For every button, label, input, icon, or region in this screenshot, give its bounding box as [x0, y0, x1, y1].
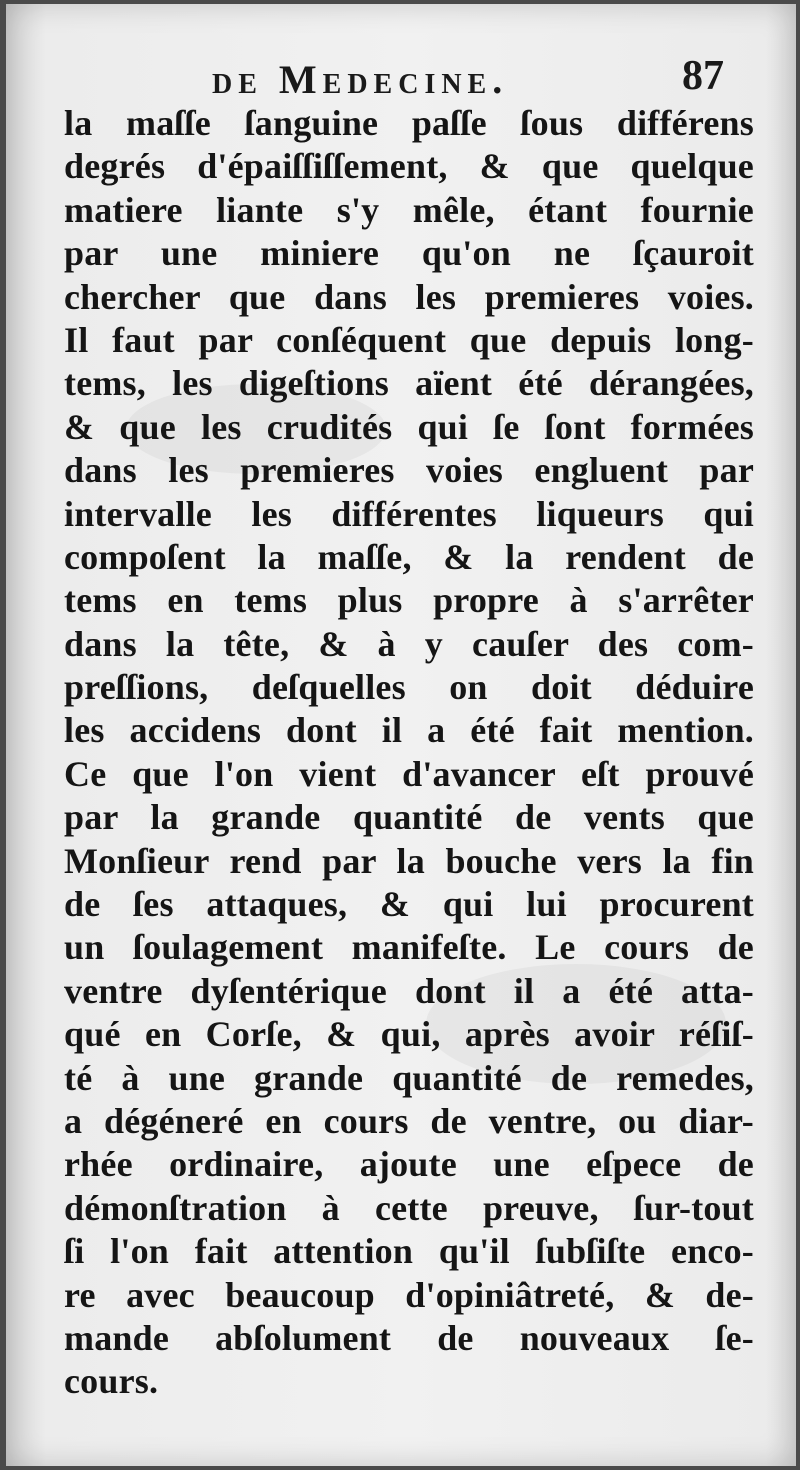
page-header [6, 53, 796, 106]
text-line: dans les premieres voies engluent par [64, 450, 754, 491]
text-line: intervalle les différentes liqueurs qui [64, 493, 754, 534]
text-line: Il faut par conſéquent que depuis long- [64, 319, 754, 360]
text-line: démonſtration à cette preuve, ſur-tout [64, 1187, 754, 1228]
text-line: matiere liante s'y mêle, étant fournie [64, 189, 754, 230]
page-number: 87 [682, 53, 724, 99]
text-line: qué en Corſe, & qui, après avoir réſiſ- [64, 1014, 754, 1055]
text-line: tems en tems plus propre à s'arrêter [64, 580, 754, 621]
body-text [64, 102, 754, 1404]
text-line: a dégéneré en cours de ventre, ou diar- [64, 1100, 754, 1141]
text-line: & que les crudités qui ſe ſont formées [64, 406, 754, 447]
text-line: cours. [64, 1361, 159, 1402]
text-line: Ce que l'on vient d'avancer eſt prouvé [64, 753, 754, 794]
text-line: compoſent la maſſe, & la rendent de [64, 536, 754, 577]
text-line: ſi l'on fait attention qu'il ſubſiſte enco- [64, 1231, 754, 1272]
text-line: degrés d'épaiſſiſſement, & que quelque [64, 146, 754, 187]
running-title: de Medecine. [212, 57, 509, 102]
text-line: preſſions, deſquelles on doit déduire [64, 667, 754, 708]
text-line: de ſes attaques, & qui lui procurent [64, 884, 754, 925]
text-line: re avec beaucoup d'opiniâtreté, & de- [64, 1274, 754, 1315]
text-line: mande abſolument de nouveaux ſe- [64, 1317, 754, 1358]
text-line: ventre dyſentérique dont il a été atta- [64, 970, 754, 1011]
text-line: rhée ordinaire, ajoute une eſpece de [64, 1144, 754, 1185]
text-line: un ſoulagement manifeſte. Le cours de [64, 927, 754, 968]
text-line: tems, les digeſtions aïent été dérangées, [64, 363, 754, 404]
text-line: la maſſe ſanguine paſſe ſous différens [64, 103, 754, 143]
text-line: dans la tête, & à y cauſer des com- [64, 623, 754, 664]
text-line: par une miniere qu'on ne ſçauroit [64, 233, 754, 274]
text-line: par la grande quantité de vents que [64, 797, 754, 838]
book-page [6, 4, 796, 1466]
text-line: té à une grande quantité de remedes, [64, 1057, 754, 1098]
text-line: Monſieur rend par la bouche vers la fin [64, 840, 754, 881]
text-line: chercher que dans les premieres voies. [64, 276, 754, 317]
text-line: les accidens dont il a été fait mention. [64, 710, 754, 751]
